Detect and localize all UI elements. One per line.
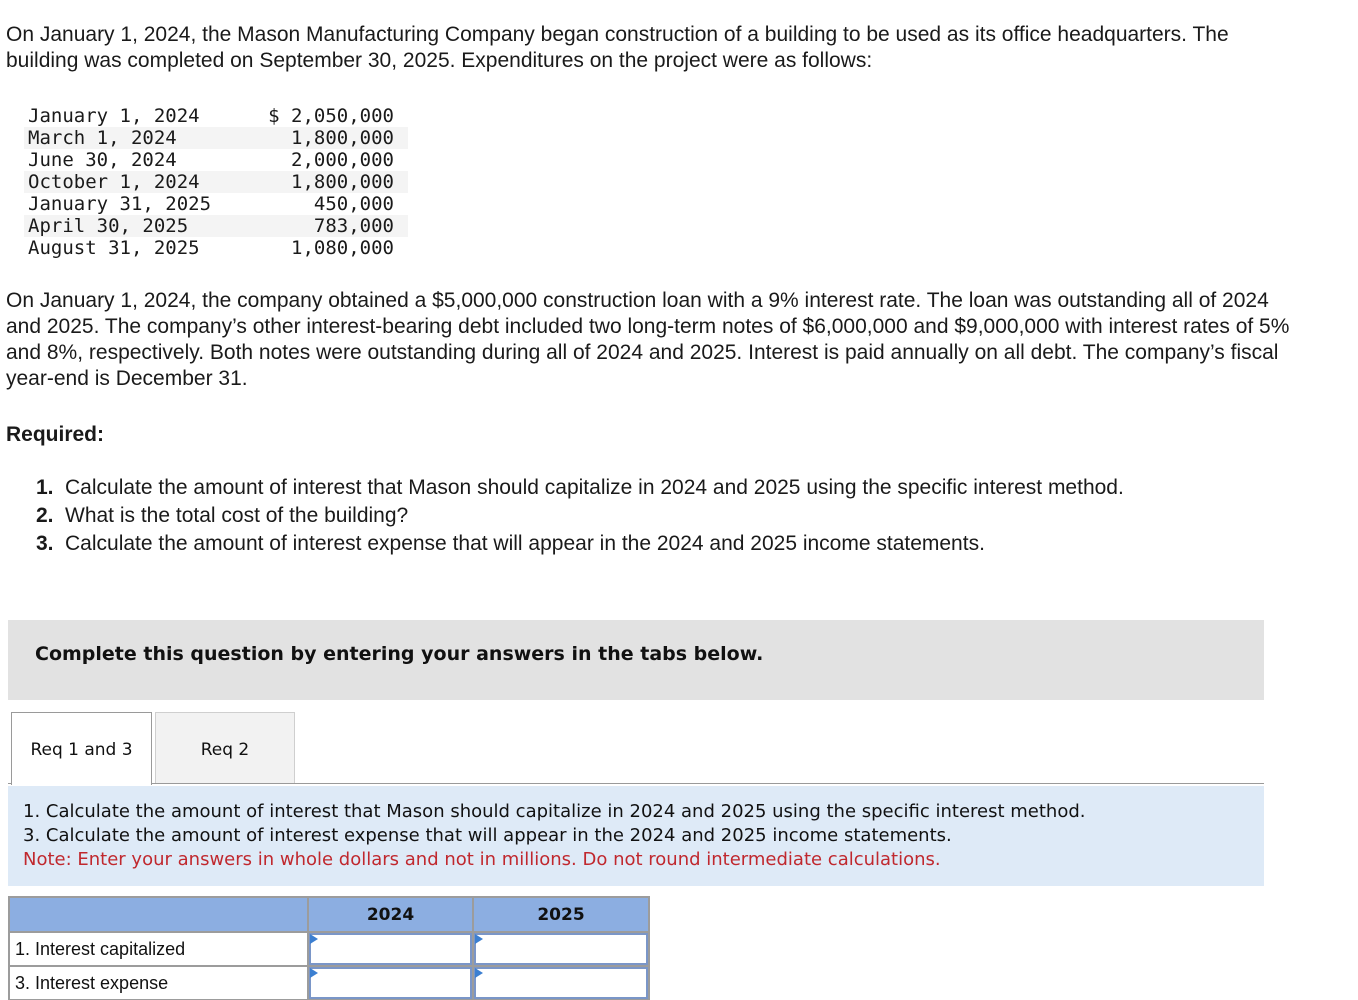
expenditure-amount: 1,800,000	[262, 127, 408, 149]
required-list	[36, 474, 1196, 558]
interest-expense-2024-cell	[308, 966, 473, 1000]
instructions-banner	[8, 620, 1264, 700]
table-row	[24, 215, 408, 237]
table-row	[24, 105, 408, 127]
header-2024: 2024	[308, 897, 473, 932]
interest-expense-2025-input[interactable]	[474, 967, 648, 999]
tab-divider	[8, 783, 1264, 784]
row-label-interest-capitalized: 1. Interest capitalized	[9, 932, 308, 966]
instruction-note: Note: Enter your answers in whole dollars and not in millions. Do not round intermediate calculations.	[23, 849, 941, 870]
header-2025: 2025	[473, 897, 649, 932]
expenditure-date: January 1, 2024	[28, 105, 200, 127]
item-text: Calculate the amount of interest that Mason should capitalize in 2024 and 2025 using the specific interest method.	[65, 476, 1124, 499]
list-item	[36, 502, 1196, 530]
expenditure-date: August 31, 2025	[28, 237, 200, 259]
interest-capitalized-2024-cell	[308, 932, 473, 966]
header-corner	[9, 897, 308, 932]
item-text: Calculate the amount of interest expense that will appear in the 2024 and 2025 income statements.	[65, 532, 985, 555]
tab-label: Req 1 and 3	[30, 740, 133, 760]
tab-req-2[interactable]	[155, 712, 295, 784]
table-row	[9, 966, 649, 1000]
expenditure-amount: $ 2,050,000	[268, 105, 394, 127]
intro-paragraph: On January 1, 2024, the Mason Manufacturing Company began construction of a building to be used as its office headquarters. The building was completed on September 30, 2025. Expenditures on the project were as follows:	[6, 23, 1229, 72]
interest-capitalized-2024-input[interactable]	[309, 933, 472, 965]
tab-req-1-and-3[interactable]	[11, 712, 152, 785]
tab-label: Req 2	[200, 740, 250, 760]
item-number: 3.	[36, 532, 54, 555]
loan-paragraph: On January 1, 2024, the company obtained a $5,000,000 construction loan with a 9% interest rate. The loan was outstanding all of 2024 and 2025. The company’s other interest-bearing debt included two long-term notes of $6,000,000 and $9,000,000 with interest rates of 5% and 8%, respectively. Both notes were outstanding during all of 2024 and 2025. Interest is paid annually on all debt. The company’s fiscal year-end is December 31.	[6, 289, 1290, 390]
table-row	[24, 193, 408, 215]
banner-text: Complete this question by entering your answers in the tabs below.	[35, 643, 764, 665]
expenditure-amount: 1,080,000	[291, 237, 394, 259]
table-row	[24, 237, 408, 259]
item-number: 2.	[36, 504, 54, 527]
expenditures-table	[24, 105, 408, 259]
table-row	[24, 149, 408, 171]
list-item	[36, 474, 1196, 502]
expenditure-amount: 1,800,000	[262, 171, 408, 193]
interest-capitalized-2025-cell	[473, 932, 649, 966]
instruction-line-1: 1. Calculate the amount of interest that Mason should capitalize in 2024 and 2025 using the specific interest method.	[23, 801, 1086, 822]
table-header-row	[9, 897, 649, 932]
table-row	[24, 127, 408, 149]
expenditure-date: January 31, 2025	[28, 193, 212, 215]
expenditure-amount: 450,000	[313, 193, 394, 215]
expenditure-date: June 30, 2024	[28, 149, 177, 171]
row-label-interest-expense: 3. Interest expense	[9, 966, 308, 1000]
interest-expense-2024-input[interactable]	[309, 967, 472, 999]
interest-expense-2025-cell	[473, 966, 649, 1000]
list-item	[36, 530, 1196, 558]
expenditure-amount: 783,000	[262, 215, 408, 237]
table-row	[24, 171, 408, 193]
expenditure-amount: 2,000,000	[291, 149, 394, 171]
required-heading: Required:	[6, 423, 105, 446]
tab-instructions	[8, 786, 1264, 886]
table-row	[9, 932, 649, 966]
interest-capitalized-2025-input[interactable]	[474, 933, 648, 965]
item-text: What is the total cost of the building?	[65, 504, 409, 527]
item-number: 1.	[36, 476, 54, 499]
answer-table	[8, 896, 650, 1000]
instruction-line-3: 3. Calculate the amount of interest expense that will appear in the 2024 and 2025 income statements.	[23, 825, 952, 846]
expenditure-date: March 1, 2024	[24, 127, 262, 149]
expenditure-date: October 1, 2024	[24, 171, 262, 193]
expenditure-date: April 30, 2025	[24, 215, 262, 237]
